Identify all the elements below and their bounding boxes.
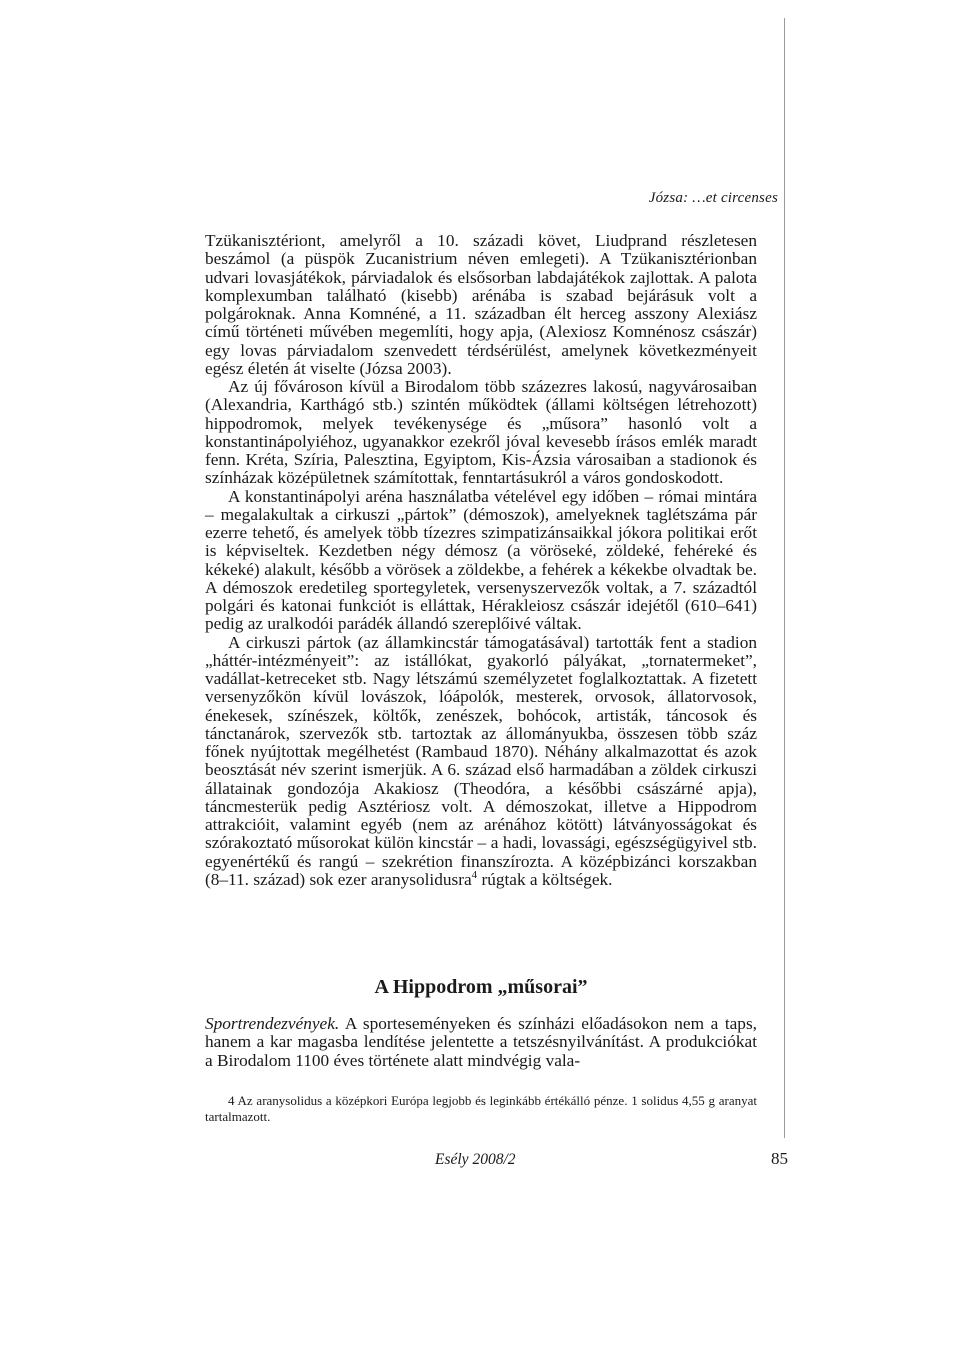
paragraph-2: Az új fővároson kívül a Birodalom több százezres lakosú, nagyvárosaiban (Alexandria, Karthágó stb.) szintén működtek (állami költségen létrehozott) hippodromok, melyek tevékenysége és „műsora” hasonló volt a konstantinápolyiéhoz, ugyanakkor ezekről jóval kevesebb írásos emlék maradt fenn. Kréta, Szíria, Palesztina, Egyiptom, Kis-Ázsia városaiban a stadionok és színházak középületnek számítottak, fenntartásukról a város gondoskodott. bbox=[205, 377, 757, 488]
section-body bbox=[205, 1015, 757, 1070]
section-heading: A Hippodrom „műsorai” bbox=[374, 976, 588, 998]
footnote bbox=[205, 1093, 757, 1125]
paragraph-4-text: A cirkuszi pártok (az államkincstár támogatásával) tartották fent a stadion „háttér-intézményeit”: az istállókat, gyakorló pályákat, „tornatermeket”, vadállat-ketreceket stb. Nagy létszámú személyzetet foglalkoztattak. A fizetett versenyzőkön kívül lovászok, lóápolók, mesterek, orvosok, állatorvosok, énekesek, színészek, költők, zenészek, bohócok, artisták, táncosok és tánctanárok, szervezők stb. tartoztak az állományukba, összesen több száz főnek nyújtottak megélhetést (Rambaud 1870). Néhány alkalmazottat és azok beosztását név szerint ismerjük. A 6. század első harmadában a zöldek cirkuszi állatainak gondozója Akakiosz (Theodóra, a későbbi császárné apja), táncmesterük pedig Asztériosz volt. A démoszokat, illetve a Hippodrom attrakcióit, valamint egyéb (nem az arénához kötött) látványosságokat és szórakoztató műsorokat külön kincstár – a hadi, lovassági, egészségügyivel stb. egyenértékű és rangú – szekrétion finanszírozta. A középbizánci korszakban (8–11. század) sok ezer aranysolidusra bbox=[205, 632, 757, 889]
paragraph-4-tail: rúgtak a költségek. bbox=[477, 869, 613, 889]
running-head: Józsa: …et circenses bbox=[648, 190, 778, 206]
page-number: 85 bbox=[771, 1149, 788, 1168]
paragraph-4 bbox=[205, 634, 757, 890]
paragraph-1: Tzükanisztériont, amelyről a 10. századi követ, Liudprand részletesen beszámol (a püspök Zucanistrium néven emlegeti). A Tzükanisztérionban udvari lovasjátékok, párviadalok és elsősorban labdajátékok zajlottak. A palota komplexumban található (kisebb) arénába is szabad bejárásuk volt a polgároknak. Anna Komnéné, a 11. században élt herceg asszony Alexiász című történeti művében megemlíti, hogy apja, (Alexiosz Komnénosz császár) egy lovas párviadalom szenvedett térdsérülést, amelynek következményeit egész életén át viselte (Józsa 2003). bbox=[205, 231, 757, 378]
section-paragraph-text: A sporteseményeken és színházi előadásokon nem a taps, hanem a kar magasba lendítése jelentette a tetszésnyilvánítást. A produkciókat a Birodalom 1100 éves története alatt mindvégig vala- bbox=[205, 1014, 757, 1070]
margin-rule bbox=[784, 18, 785, 1138]
paragraph-3: A konstantinápolyi aréna használatba vételével egy időben – római mintára – megalakultak a cirkuszi „pártok” (démoszok), amelyeknek taglétszáma pár ezerre tehető, és amelyek több tízezres szimpatizánsaikkal jókora politikai erőt is képviseltek. Kezdetben négy démosz (a vöröseké, zöldeké, fehéreké és kékeké) alakult, később a vörösek a zöldekbe, a fehérek a kékekbe olvadtak be. A démoszok eredetileg sportegyletek, versenyszervezők voltak, a 7. századtól polgári és katonai funkciót is elláttak, Hérakleiosz császár idejétől (610–641) pedig az uralkodói parádék állandó szereplőivé váltak. bbox=[205, 486, 757, 634]
footnote-marker: 4 bbox=[471, 868, 478, 881]
footnote-text: 4 Az aranysolidus a középkori Európa legjobb és leginkább értékálló pénze. 1 solidus 4,55 g aranyat tartalmazott. bbox=[205, 1093, 757, 1124]
body-text bbox=[205, 232, 757, 889]
footer-journal: Esély 2008/2 bbox=[435, 1151, 516, 1168]
section-paragraph bbox=[205, 1015, 757, 1070]
run-in-heading: Sportrendezvények. bbox=[205, 1014, 340, 1033]
